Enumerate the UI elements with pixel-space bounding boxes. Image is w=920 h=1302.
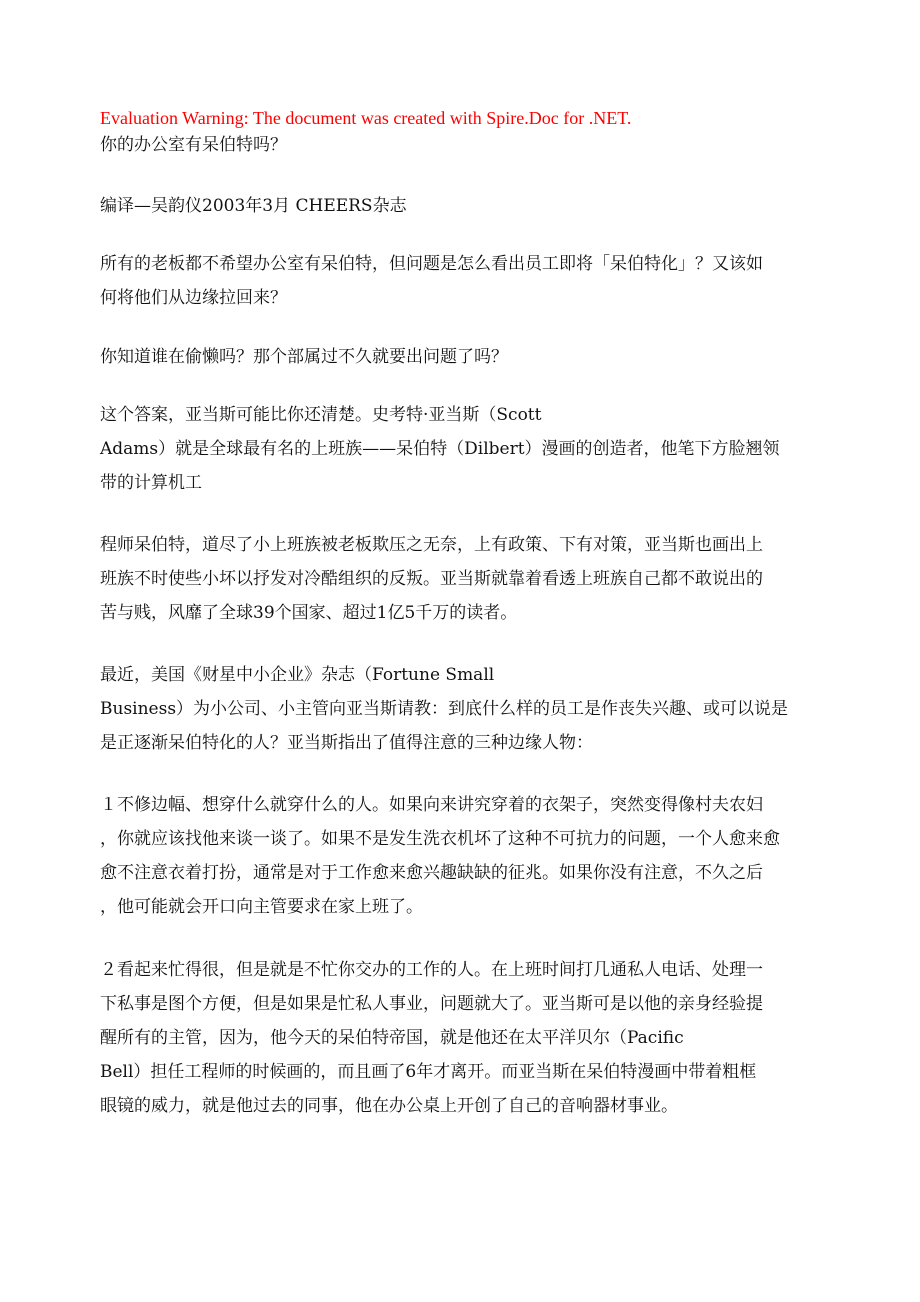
byline-line: 编译—吴韵仪2003年3月 CHEERS杂志 xyxy=(100,196,407,216)
paragraph-line: ２看起来忙得很，但是就是不忙你交办的工作的人。在上班时间打几通私人电话、处理一 xyxy=(100,960,763,980)
paragraph-line: 班族不时使些小坏以抒发对冷酷组织的反叛。亚当斯就靠着看透上班族自己都不敢说出的 xyxy=(100,569,763,589)
paragraph-line: 何将他们从边缘拉回来？ xyxy=(100,288,287,308)
paragraph-3 xyxy=(100,398,845,500)
paragraph-line: １不修边幅、想穿什么就穿什么的人。如果向来讲究穿着的衣架子，突然变得像村夫农妇 xyxy=(100,795,763,815)
paragraph-line: 下私事是图个方便，但是如果是忙私人事业，问题就大了。亚当斯可是以他的亲身经验提 xyxy=(100,994,763,1014)
paragraph-line: 眼镜的威力，就是他过去的同事，他在办公桌上开创了自己的音响器材事业。 xyxy=(100,1096,678,1116)
paragraph-line: ，他可能就会开口向主管要求在家上班了。 xyxy=(100,897,423,917)
paragraph-line: 醒所有的主管，因为，他今天的呆伯特帝国，就是他还在太平洋贝尔（Pacific xyxy=(100,1028,684,1048)
paragraph-line: 苦与贱，风靡了全球39个国家、超过1亿5千万的读者。 xyxy=(100,603,518,623)
paragraph-6 xyxy=(100,788,845,924)
paragraph-line: Business）为小公司、小主管向亚当斯请教：到底什么样的员工是作丧失兴趣、或可以说是 xyxy=(100,699,789,719)
paragraph-line: Bell）担任工程师的时候画的，而且画了6年才离开。而亚当斯在呆伯特漫画中带着粗框 xyxy=(100,1062,757,1082)
paragraph-line: 所有的老板都不希望办公室有呆伯特，但问题是怎么看出员工即将「呆伯特化」？又该如 xyxy=(100,254,763,274)
paragraph-7 xyxy=(100,953,845,1123)
paragraph-line: 是正逐渐呆伯特化的人？亚当斯指出了值得注意的三种边缘人物： xyxy=(100,733,593,753)
paragraph-line: 带的计算机工 xyxy=(100,473,202,493)
paragraph-2 xyxy=(100,340,845,374)
paragraph-5 xyxy=(100,658,845,760)
paragraph-4 xyxy=(100,528,845,630)
paragraph-line: 程师呆伯特，道尽了小上班族被老板欺压之无奈，上有政策、下有对策，亚当斯也画出上 xyxy=(100,535,763,555)
evaluation-warning: Evaluation Warning: The document was created with Spire.Doc for .NET. xyxy=(100,108,632,128)
byline xyxy=(100,189,845,223)
document-title xyxy=(100,128,845,162)
title-line: 你的办公室有呆伯特吗？ xyxy=(100,135,287,155)
paragraph-1 xyxy=(100,247,845,315)
paragraph-line: 这个答案，亚当斯可能比你还清楚。史考特·亚当斯（Scott xyxy=(100,405,542,425)
paragraph-line: Adams）就是全球最有名的上班族——呆伯特（Dilbert）漫画的创造者，他笔下方脸翘领 xyxy=(100,439,780,459)
paragraph-line: ，你就应该找他来谈一谈了。如果不是发生洗衣机坏了这种不可抗力的问题，一个人愈来愈 xyxy=(100,829,780,849)
paragraph-line: 你知道谁在偷懒吗？那个部属过不久就要出问题了吗？ xyxy=(100,347,508,367)
paragraph-line: 愈不注意衣着打扮，通常是对于工作愈来愈兴趣缺缺的征兆。如果你没有注意，不久之后 xyxy=(100,863,763,883)
paragraph-line: 最近，美国《财星中小企业》杂志（Fortune Small xyxy=(100,665,495,685)
